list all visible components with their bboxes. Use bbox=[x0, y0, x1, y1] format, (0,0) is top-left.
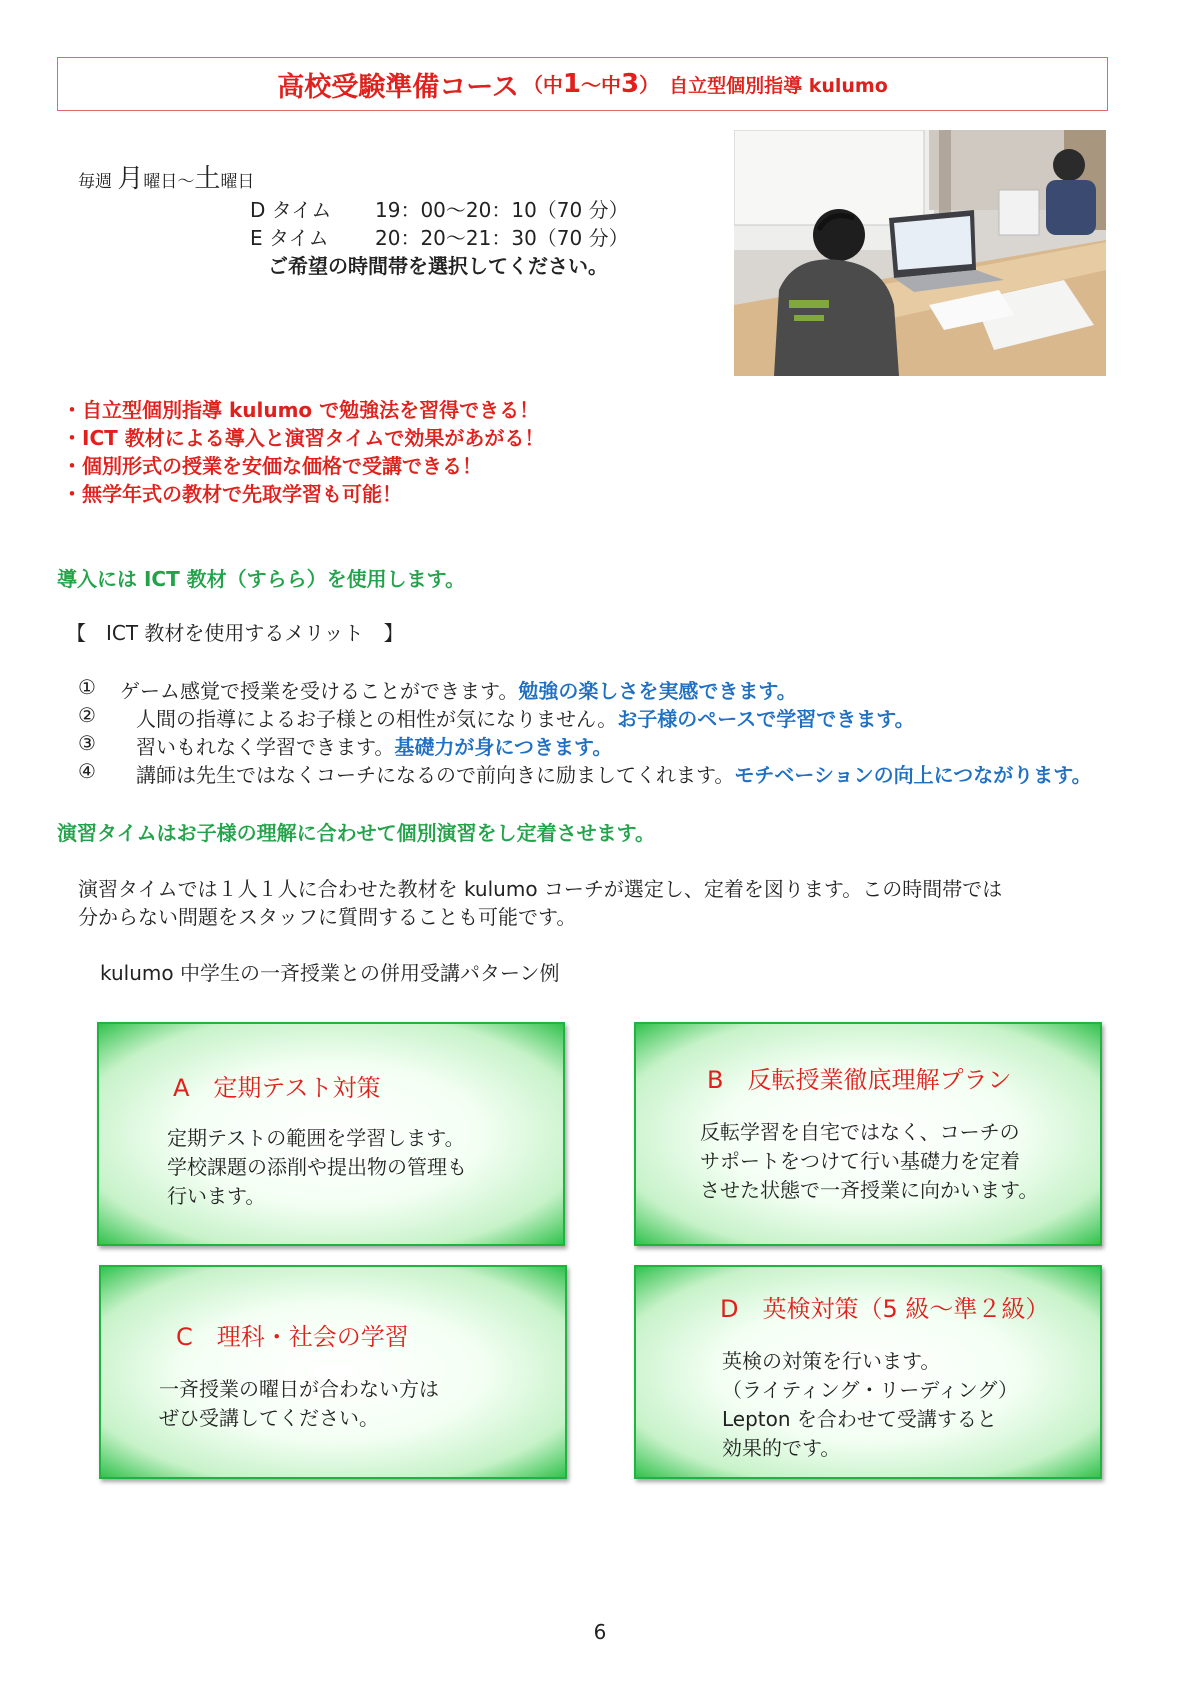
merit-number: ① bbox=[78, 675, 96, 699]
merit-number: ③ bbox=[78, 731, 96, 755]
plan-card-line: サポートをつけて行い基礎力を定着 bbox=[700, 1149, 1020, 1173]
merit-text: 講師は先生ではなくコーチになるので前向きに励ましてくれます。 bbox=[136, 763, 735, 787]
plan-card-c bbox=[99, 1265, 567, 1479]
plan-card-line: Lepton を合わせて受講すると bbox=[722, 1407, 997, 1431]
plan-card-line: させた状態で一斉授業に向かいます。 bbox=[700, 1178, 1039, 1202]
pattern-heading: kulumo 中学生の一斉授業との併用受講パターン例 bbox=[100, 961, 560, 985]
merit-highlight: 基礎力が身につきます。 bbox=[394, 735, 613, 759]
plan-card-title: A 定期テスト対策 bbox=[173, 1074, 381, 1102]
plan-card-line: 行います。 bbox=[167, 1184, 266, 1208]
plan-card-b bbox=[634, 1022, 1102, 1246]
schedule-note: ご希望の時間帯を選択してください。 bbox=[268, 254, 608, 278]
plan-card-line: （ライティング・リーディング） bbox=[722, 1378, 1018, 1402]
weekly-label: 毎週 bbox=[78, 172, 112, 192]
intro-heading: 導入には ICT 教材（すらら）を使用します。 bbox=[57, 567, 466, 591]
feature-bullet: ・無学年式の教材で先取学習も可能！ bbox=[62, 482, 402, 506]
merit-highlight: 勉強の楽しさを実感できます。 bbox=[518, 679, 797, 703]
feature-bullet: ・個別形式の授業を安価な価格で受講できる！ bbox=[62, 454, 482, 478]
merit-number: ② bbox=[78, 703, 96, 727]
plan-card-line: 一斉授業の曜日が合わない方は bbox=[159, 1377, 439, 1401]
plan-card-line: 反転学習を自宅ではなく、コーチの bbox=[700, 1120, 1020, 1144]
grade-mid: ～中 bbox=[580, 73, 621, 97]
merit-number: ④ bbox=[78, 759, 96, 783]
merit-heading: 【 ICT 教材を使用するメリット 】 bbox=[66, 621, 404, 645]
schedule-days bbox=[78, 158, 254, 195]
practice-heading: 演習タイムはお子様の理解に合わせて個別演習をし定着させます。 bbox=[57, 821, 655, 845]
page-title-box bbox=[57, 57, 1108, 111]
plan-card-body bbox=[700, 1118, 1038, 1205]
plan-card-line: 定期テストの範囲を学習します。 bbox=[167, 1126, 465, 1150]
plan-card-body bbox=[159, 1375, 439, 1433]
day-suffix-2: 曜日 bbox=[220, 172, 255, 192]
practice-paragraph-line: 演習タイムでは１人１人に合わせた教材を kulumo コーチが選定し、定着を図ります。この時間帯では bbox=[78, 877, 1003, 901]
schedule-row-label: D タイム bbox=[250, 198, 332, 222]
plan-card-line: 学校課題の添削や提出物の管理も bbox=[167, 1155, 467, 1179]
merit-text: ゲーム感覚で授業を受けることができます。 bbox=[120, 679, 519, 703]
page-title: 高校受験準備コース bbox=[277, 71, 519, 103]
day-end: 土 bbox=[194, 164, 221, 194]
schedule-row bbox=[250, 194, 629, 223]
schedule-row-time: 20：20～21：30（70 分） bbox=[375, 226, 629, 250]
plan-card-a bbox=[97, 1022, 565, 1246]
plan-card-title: C 理科・社会の学習 bbox=[176, 1323, 409, 1351]
feature-bullet: ・自立型個別指導 kulumo で勉強法を習得できる！ bbox=[62, 398, 540, 422]
grade-close: ） bbox=[639, 73, 660, 97]
plan-card-line: ぜひ受講してください。 bbox=[159, 1406, 379, 1430]
classroom-photo bbox=[734, 130, 1106, 376]
page-number: 6 bbox=[593, 1620, 607, 1644]
plan-card-line: 効果的です。 bbox=[722, 1436, 841, 1460]
plan-card-body bbox=[722, 1347, 1018, 1463]
merit-text: 習いもれなく学習できます。 bbox=[136, 735, 395, 759]
merit-highlight: お子様のペースで学習できます。 bbox=[617, 707, 915, 731]
grade-start: 1 bbox=[562, 69, 581, 99]
grade-end: 3 bbox=[620, 69, 640, 99]
plan-card-d bbox=[634, 1265, 1102, 1479]
plan-card-title: D 英検対策（5 級～準２級） bbox=[720, 1295, 1050, 1323]
practice-paragraph-line: 分からない問題をスタッフに質問することも可能です。 bbox=[78, 905, 577, 929]
day-suffix-1: 曜日～ bbox=[143, 172, 195, 192]
grade-range bbox=[523, 69, 659, 99]
schedule-row bbox=[250, 222, 629, 251]
merit-text: 人間の指導によるお子様との相性が気になりません。 bbox=[136, 707, 618, 731]
merit-highlight: モチベーションの向上につながります。 bbox=[734, 763, 1092, 787]
feature-bullet: ・ICT 教材による導入と演習タイムで効果があがる！ bbox=[62, 426, 545, 450]
plan-card-line: 英検の対策を行います。 bbox=[722, 1349, 941, 1373]
plan-card-title: B 反転授業徹底理解プラン bbox=[707, 1066, 1012, 1094]
schedule-row-time: 19：00～20：10（70 分） bbox=[375, 198, 629, 222]
schedule-row-label: E タイム bbox=[250, 226, 329, 250]
page-subtitle: 自立型個別指導 kulumo bbox=[669, 74, 888, 97]
day-start: 月 bbox=[117, 164, 144, 194]
plan-card-body bbox=[167, 1124, 467, 1211]
grade-open: （中 bbox=[522, 73, 563, 97]
